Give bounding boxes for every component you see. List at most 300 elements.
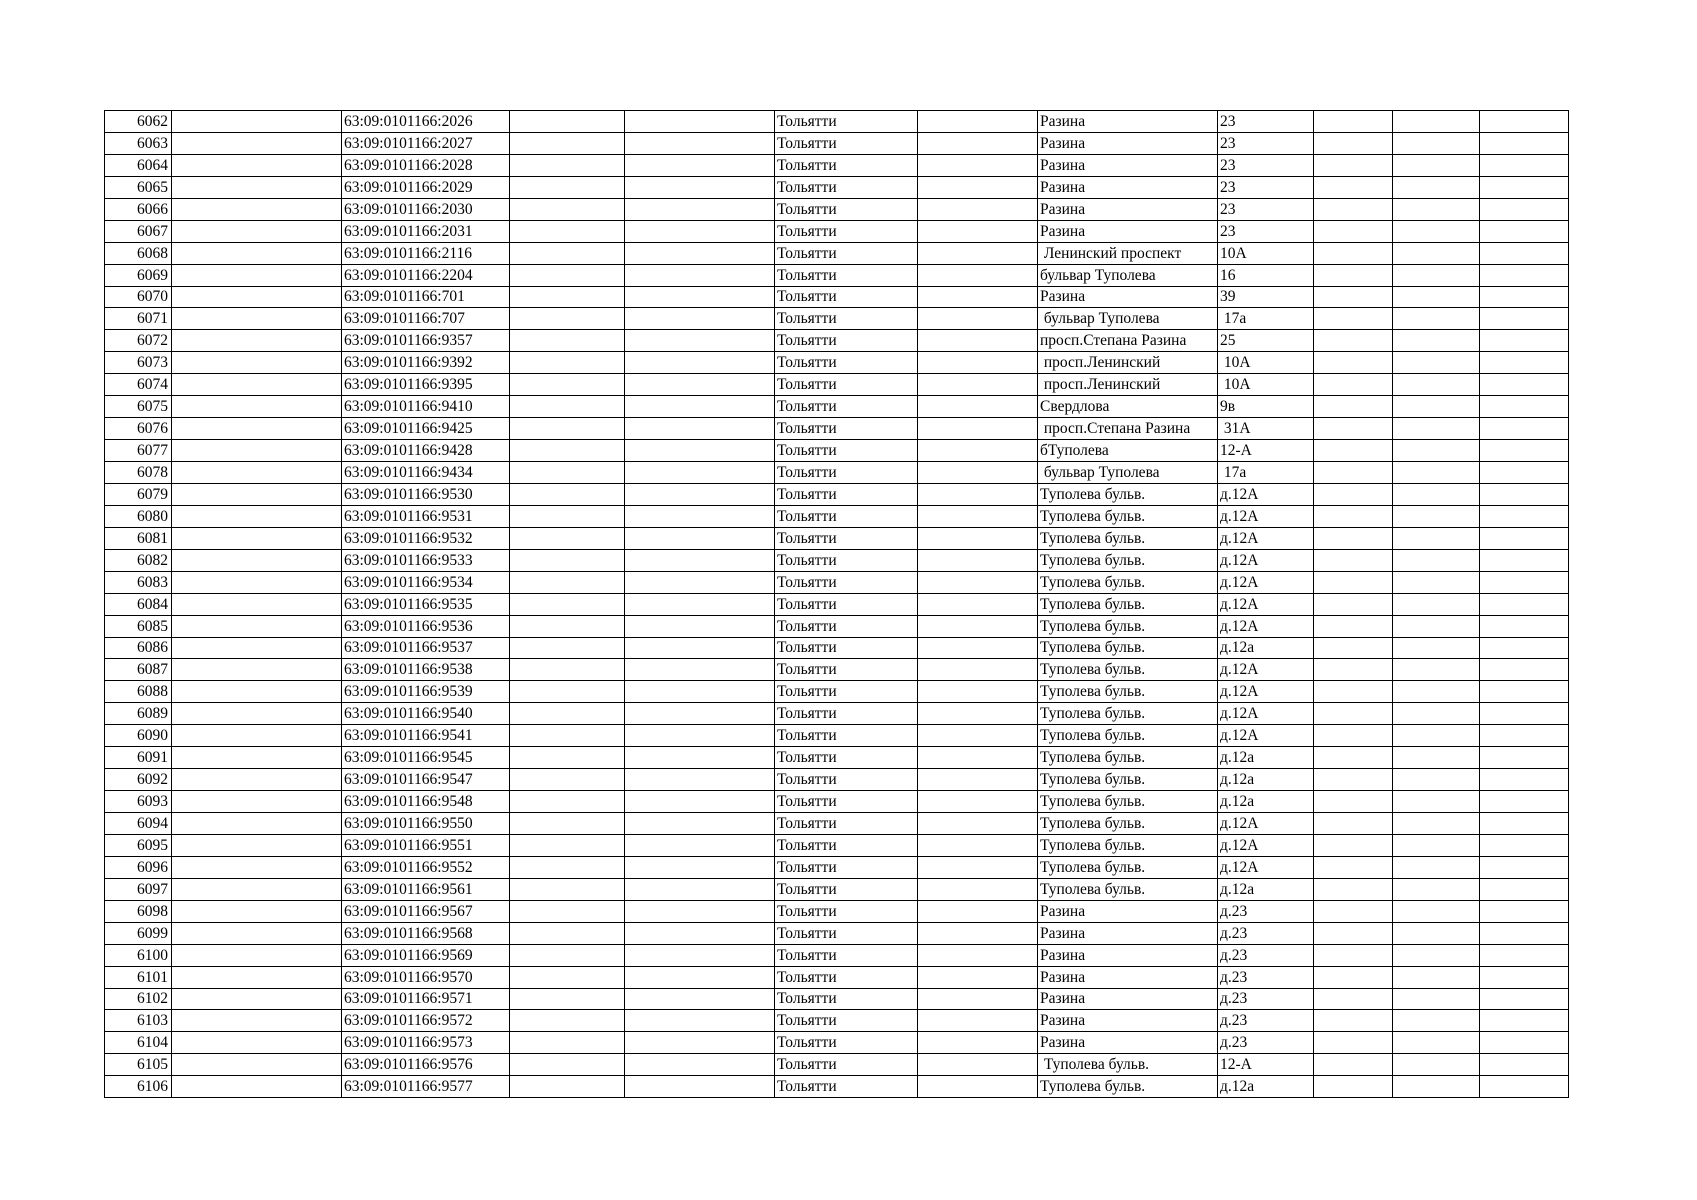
empty-cell [625,593,775,615]
row-number-cell: 6070 [105,286,172,308]
row-number-cell: 6085 [105,615,172,637]
empty-cell [1480,1010,1569,1032]
row-number-cell: 6080 [105,505,172,527]
empty-cell [1314,1032,1393,1054]
empty-cell [172,198,342,220]
empty-cell [510,220,625,242]
table-row [105,176,1569,198]
city-cell: Тольятти [775,637,918,659]
empty-cell [510,1032,625,1054]
empty-cell [1480,132,1569,154]
empty-cell [1393,922,1480,944]
empty-cell [918,352,1038,374]
empty-cell [1480,308,1569,330]
row-number-cell: 6075 [105,396,172,418]
cadastral-number-cell: 63:09:0101166:9425 [342,418,510,440]
house-cell: д.23 [1218,1010,1314,1032]
empty-cell [1393,176,1480,198]
city-cell: Тольятти [775,944,918,966]
empty-cell [625,242,775,264]
empty-cell [1480,856,1569,878]
table-row [105,549,1569,571]
row-number-cell: 6066 [105,198,172,220]
empty-cell [1314,242,1393,264]
table-row [105,396,1569,418]
cadastral-number-cell: 63:09:0101166:9552 [342,856,510,878]
empty-cell [1393,330,1480,352]
cadastral-number-cell: 63:09:0101166:9545 [342,747,510,769]
table-row [105,944,1569,966]
cadastral-number-cell: 63:09:0101166:9357 [342,330,510,352]
empty-cell [1393,132,1480,154]
empty-cell [1480,1054,1569,1076]
house-cell: 12-А [1218,1054,1314,1076]
street-cell: Ленинский проспект [1038,242,1218,264]
empty-cell [1480,374,1569,396]
empty-cell [1480,791,1569,813]
empty-cell [625,308,775,330]
empty-cell [918,418,1038,440]
row-number-cell: 6068 [105,242,172,264]
empty-cell [625,703,775,725]
cadastral-number-cell: 63:09:0101166:9569 [342,944,510,966]
city-cell: Тольятти [775,176,918,198]
house-cell: д.12А [1218,615,1314,637]
empty-cell [172,791,342,813]
city-cell: Тольятти [775,220,918,242]
table-row [105,418,1569,440]
empty-cell [1393,220,1480,242]
table-row [105,264,1569,286]
empty-cell [1480,615,1569,637]
cadastral-number-cell: 63:09:0101166:9576 [342,1054,510,1076]
street-cell: Туполева бульв. [1038,856,1218,878]
empty-cell [1480,176,1569,198]
street-cell: Разина [1038,922,1218,944]
house-cell: д.12А [1218,571,1314,593]
empty-cell [918,198,1038,220]
empty-cell [918,330,1038,352]
table-row [105,593,1569,615]
city-cell: Тольятти [775,396,918,418]
empty-cell [172,900,342,922]
street-cell: Туполева бульв. [1038,681,1218,703]
table-row [105,286,1569,308]
empty-cell [1393,813,1480,835]
row-number-cell: 6062 [105,111,172,133]
empty-cell [172,462,342,484]
empty-cell [918,900,1038,922]
empty-cell [625,878,775,900]
house-cell: 10А [1218,352,1314,374]
empty-cell [510,527,625,549]
house-cell: 39 [1218,286,1314,308]
row-number-cell: 6084 [105,593,172,615]
empty-cell [918,791,1038,813]
street-cell: Разина [1038,966,1218,988]
empty-cell [1393,440,1480,462]
city-cell: Тольятти [775,352,918,374]
empty-cell [918,922,1038,944]
table-row [105,198,1569,220]
table-row [105,1054,1569,1076]
empty-cell [510,988,625,1010]
empty-cell [1393,900,1480,922]
empty-cell [1480,747,1569,769]
empty-cell [1314,462,1393,484]
empty-cell [918,593,1038,615]
empty-cell [510,900,625,922]
street-cell: бульвар Туполева [1038,462,1218,484]
house-cell: 23 [1218,132,1314,154]
empty-cell [172,286,342,308]
empty-cell [1393,154,1480,176]
city-cell: Тольятти [775,1032,918,1054]
city-cell: Тольятти [775,703,918,725]
empty-cell [172,1076,342,1098]
street-cell: Разина [1038,111,1218,133]
empty-cell [510,549,625,571]
empty-cell [918,747,1038,769]
street-cell: Туполева бульв. [1038,593,1218,615]
empty-cell [1393,264,1480,286]
empty-cell [625,154,775,176]
table-row [105,922,1569,944]
city-cell: Тольятти [775,242,918,264]
cadastral-number-cell: 63:09:0101166:2026 [342,111,510,133]
empty-cell [510,834,625,856]
row-number-cell: 6078 [105,462,172,484]
empty-cell [1314,944,1393,966]
empty-cell [510,154,625,176]
city-cell: Тольятти [775,659,918,681]
empty-cell [1314,154,1393,176]
empty-cell [1480,264,1569,286]
empty-cell [918,111,1038,133]
empty-cell [172,308,342,330]
table-row [105,462,1569,484]
street-cell: Туполева бульв. [1038,725,1218,747]
empty-cell [1314,132,1393,154]
cadastral-number-cell: 63:09:0101166:2028 [342,154,510,176]
cadastral-number-cell: 63:09:0101166:9537 [342,637,510,659]
empty-cell [1314,637,1393,659]
cadastral-number-cell: 63:09:0101166:9547 [342,769,510,791]
empty-cell [1393,396,1480,418]
street-cell: Туполева бульв. [1038,637,1218,659]
table-row [105,747,1569,769]
cadastral-number-cell: 63:09:0101166:9570 [342,966,510,988]
empty-cell [1393,308,1480,330]
empty-cell [1393,966,1480,988]
empty-cell [918,154,1038,176]
cadastral-number-cell: 63:09:0101166:2029 [342,176,510,198]
empty-cell [510,176,625,198]
table-row [105,132,1569,154]
empty-cell [625,988,775,1010]
empty-cell [918,834,1038,856]
empty-cell [510,440,625,462]
empty-cell [918,483,1038,505]
empty-cell [510,725,625,747]
row-number-cell: 6094 [105,813,172,835]
empty-cell [1480,637,1569,659]
table-row [105,813,1569,835]
city-cell: Тольятти [775,856,918,878]
empty-cell [918,1076,1038,1098]
house-cell: 23 [1218,111,1314,133]
empty-cell [510,286,625,308]
empty-cell [510,637,625,659]
house-cell: 12-А [1218,440,1314,462]
empty-cell [625,1076,775,1098]
empty-cell [918,966,1038,988]
empty-cell [1480,242,1569,264]
empty-cell [510,1054,625,1076]
row-number-cell: 6101 [105,966,172,988]
empty-cell [510,330,625,352]
row-number-cell: 6067 [105,220,172,242]
street-cell: Разина [1038,220,1218,242]
cadastral-number-cell: 63:09:0101166:9531 [342,505,510,527]
street-cell: Туполева бульв. [1038,1054,1218,1076]
row-number-cell: 6064 [105,154,172,176]
empty-cell [510,659,625,681]
cadastral-number-cell: 63:09:0101166:9532 [342,527,510,549]
street-cell: Разина [1038,286,1218,308]
empty-cell [625,834,775,856]
empty-cell [1480,154,1569,176]
table-row [105,878,1569,900]
house-cell: д.12А [1218,549,1314,571]
row-number-cell: 6089 [105,703,172,725]
city-cell: Тольятти [775,681,918,703]
house-cell: д.12А [1218,725,1314,747]
empty-cell [1314,966,1393,988]
empty-cell [1314,834,1393,856]
street-cell: Туполева бульв. [1038,571,1218,593]
empty-cell [1480,769,1569,791]
cadastral-number-cell: 63:09:0101166:9561 [342,878,510,900]
cadastral-number-cell: 63:09:0101166:9535 [342,593,510,615]
empty-cell [510,813,625,835]
empty-cell [1314,374,1393,396]
empty-cell [1314,703,1393,725]
table-row [105,571,1569,593]
empty-cell [1314,856,1393,878]
city-cell: Тольятти [775,483,918,505]
empty-cell [510,242,625,264]
empty-cell [1480,440,1569,462]
cadastral-number-cell: 63:09:0101166:701 [342,286,510,308]
empty-cell [510,483,625,505]
empty-cell [172,922,342,944]
empty-cell [172,878,342,900]
house-cell: д.12а [1218,769,1314,791]
empty-cell [172,1054,342,1076]
row-number-cell: 6074 [105,374,172,396]
empty-cell [510,922,625,944]
house-cell: д.23 [1218,922,1314,944]
empty-cell [510,111,625,133]
table-row [105,242,1569,264]
empty-cell [1314,549,1393,571]
empty-cell [1314,505,1393,527]
table-row [105,769,1569,791]
cadastral-number-cell: 63:09:0101166:9548 [342,791,510,813]
empty-cell [625,396,775,418]
table-row [105,681,1569,703]
empty-cell [625,264,775,286]
city-cell: Тольятти [775,791,918,813]
empty-cell [1314,527,1393,549]
city-cell: Тольятти [775,900,918,922]
empty-cell [918,856,1038,878]
empty-cell [1480,593,1569,615]
empty-cell [1393,1076,1480,1098]
empty-cell [1393,747,1480,769]
empty-cell [1480,988,1569,1010]
empty-cell [625,922,775,944]
empty-cell [1314,988,1393,1010]
empty-cell [172,834,342,856]
house-cell: д.23 [1218,966,1314,988]
empty-cell [1314,615,1393,637]
empty-cell [1393,483,1480,505]
cadastral-number-cell: 63:09:0101166:2027 [342,132,510,154]
city-cell: Тольятти [775,725,918,747]
table-row [105,527,1569,549]
street-cell: Туполева бульв. [1038,549,1218,571]
empty-cell [1314,1054,1393,1076]
row-number-cell: 6096 [105,856,172,878]
empty-cell [1480,966,1569,988]
empty-cell [1393,571,1480,593]
house-cell: 9в [1218,396,1314,418]
empty-cell [625,462,775,484]
empty-cell [1480,418,1569,440]
house-cell: 31А [1218,418,1314,440]
empty-cell [918,374,1038,396]
street-cell: просп.Степана Разина [1038,330,1218,352]
street-cell: Туполева бульв. [1038,878,1218,900]
empty-cell [1480,111,1569,133]
empty-cell [918,242,1038,264]
empty-cell [1314,769,1393,791]
empty-cell [1480,659,1569,681]
cadastral-number-cell: 63:09:0101166:9533 [342,549,510,571]
house-cell: д.12а [1218,791,1314,813]
empty-cell [172,483,342,505]
empty-cell [918,1054,1038,1076]
row-number-cell: 6095 [105,834,172,856]
empty-cell [1393,791,1480,813]
empty-cell [625,198,775,220]
empty-cell [510,1010,625,1032]
empty-cell [1393,286,1480,308]
table-row [105,308,1569,330]
empty-cell [1480,527,1569,549]
empty-cell [625,352,775,374]
city-cell: Тольятти [775,264,918,286]
empty-cell [510,352,625,374]
empty-cell [918,1010,1038,1032]
city-cell: Тольятти [775,834,918,856]
empty-cell [1314,593,1393,615]
city-cell: Тольятти [775,966,918,988]
street-cell: Разина [1038,154,1218,176]
table-row [105,703,1569,725]
empty-cell [172,966,342,988]
empty-cell [510,308,625,330]
table-row [105,856,1569,878]
empty-cell [510,571,625,593]
empty-cell [918,813,1038,835]
city-cell: Тольятти [775,374,918,396]
street-cell: Туполева бульв. [1038,813,1218,835]
empty-cell [625,944,775,966]
empty-cell [625,1032,775,1054]
empty-cell [510,505,625,527]
empty-cell [918,681,1038,703]
city-cell: Тольятти [775,198,918,220]
empty-cell [918,1032,1038,1054]
empty-cell [510,944,625,966]
empty-cell [1480,549,1569,571]
empty-cell [625,1010,775,1032]
empty-cell [1393,1054,1480,1076]
empty-cell [1393,725,1480,747]
city-cell: Тольятти [775,440,918,462]
empty-cell [625,725,775,747]
row-number-cell: 6087 [105,659,172,681]
table-row [105,352,1569,374]
empty-cell [1314,1076,1393,1098]
empty-cell [625,856,775,878]
cadastral-number-cell: 63:09:0101166:707 [342,308,510,330]
street-cell: Туполева бульв. [1038,834,1218,856]
row-number-cell: 6069 [105,264,172,286]
empty-cell [918,440,1038,462]
empty-cell [1314,352,1393,374]
empty-cell [1393,352,1480,374]
empty-cell [510,966,625,988]
empty-cell [1314,900,1393,922]
row-number-cell: 6100 [105,944,172,966]
empty-cell [510,132,625,154]
row-number-cell: 6072 [105,330,172,352]
empty-cell [625,791,775,813]
cadastral-table [104,110,1569,1098]
empty-cell [1393,1032,1480,1054]
empty-cell [918,132,1038,154]
table-row [105,1032,1569,1054]
house-cell: 10А [1218,242,1314,264]
empty-cell [625,813,775,835]
empty-cell [918,725,1038,747]
empty-cell [918,505,1038,527]
empty-cell [625,483,775,505]
empty-cell [1480,725,1569,747]
empty-cell [625,176,775,198]
cadastral-number-cell: 63:09:0101166:9428 [342,440,510,462]
empty-cell [1393,549,1480,571]
house-cell: 23 [1218,220,1314,242]
row-number-cell: 6099 [105,922,172,944]
city-cell: Тольятти [775,132,918,154]
table-row [105,440,1569,462]
empty-cell [510,462,625,484]
